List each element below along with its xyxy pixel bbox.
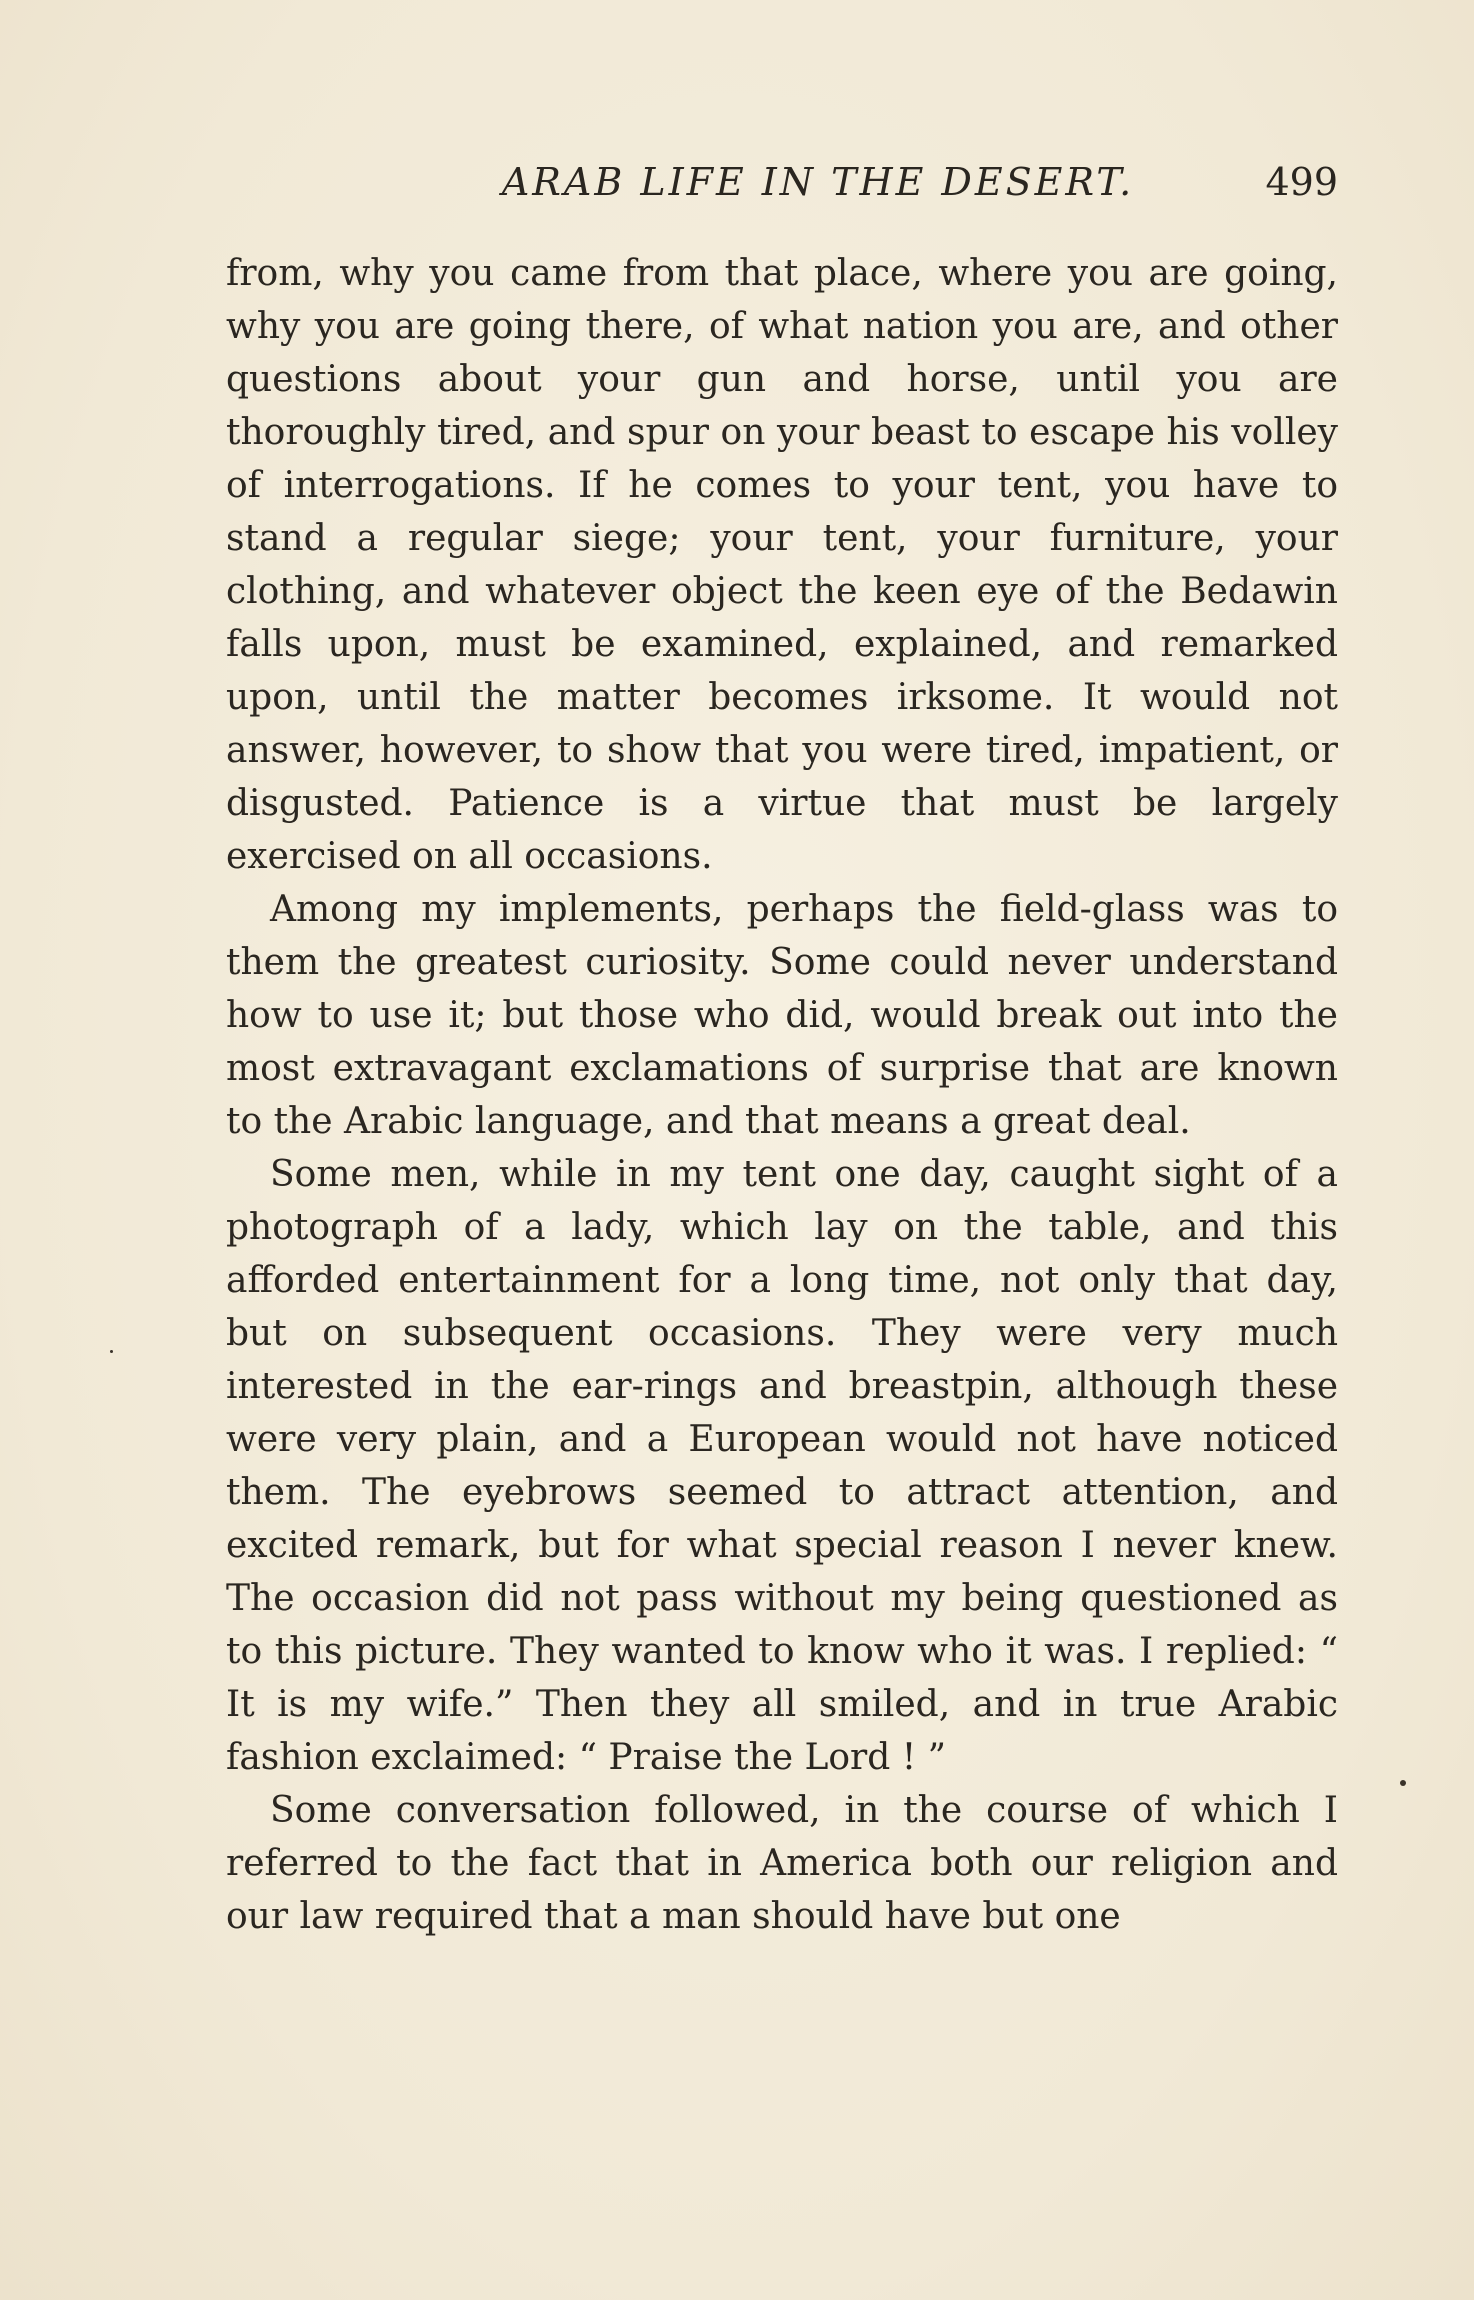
running-head — [228, 150, 1338, 210]
paragraph-photograph: Some men, while in my tent one day, caught sight of a photograph of a lady, which lay on the table, and this afforded entertainment for a long time, not only that day, but on subsequent occasions. They were very much interested in the ear-rings and breastpin, although these were very plain, and a European would not have noticed them. The eyebrows seemed to attract attention, and excited remark, but for what special reason I never knew. The occasion did not pass without my being questioned as to this picture. They wanted to know who it was. I replied: “ It is my wife.” Then they all smiled, and in true Arabic fashion exclaimed: “ Praise the Lord ! ” — [226, 1154, 1338, 1778]
paragraph-field-glass: Among my implements, perhaps the field-glass was to them the greatest curiosity. Some could never understand how to use it; but those who did, would break out into the most extravagant exclamations of surprise that are known to the Arabic language, and that means a great deal. — [226, 889, 1338, 1142]
page-number: 499 — [1265, 160, 1338, 204]
body-text — [226, 247, 1338, 1943]
running-title: ARAB LIFE IN THE DESERT. — [501, 160, 1135, 204]
paragraph-conversation: Some conversation followed, in the course of which I referred to the fact that in America both our religion and our law required that a man should have but one — [226, 1790, 1338, 1937]
paper-speck — [1400, 1780, 1406, 1786]
paragraph-continued: from, why you came from that place, where you are going, why you are going there, of what nation you are, and other questions about your gun and horse, until you are thoroughly tired, and spur on your beast to escape his volley of interrogations. If he comes to your tent, you have to stand a regular siege; your tent, your furniture, your clothing, and whatever object the keen eye of the Bedawin falls upon, must be examined, explained, and remarked upon, until the matter becomes irksome. It would not answer, however, to show that you were tired, impatient, or disgusted. Patience is a virtue that must be largely exercised on all occasions. — [226, 253, 1338, 877]
paper-speck — [110, 1350, 113, 1353]
